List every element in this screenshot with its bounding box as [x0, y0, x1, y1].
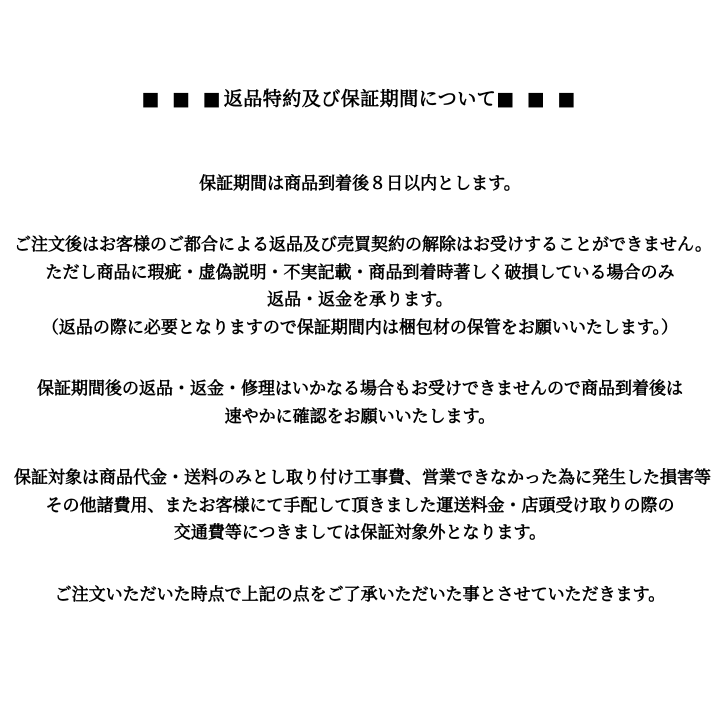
text-line: ご注文いただいた時点で上記の点をご了承いただいた事とさせていただきます。 [54, 584, 666, 605]
section-warranty-period [14, 171, 706, 199]
text-line: ただし商品に瑕疵・虚偽説明・不実記載・商品到着時著しく破損している場合のみ [45, 262, 675, 283]
text-line: その他諸費用、またお客様にて手配して頂きました運送料金・店頭受け取りの際の [45, 495, 675, 516]
text-line: 返品・返金を承ります。 [267, 290, 453, 311]
text-line: 保証期間後の返品・返金・修理はいかなる場合もお受けできませんので商品到着後は [37, 379, 683, 400]
text-line: 交通費等につきましては保証対象外となります。 [173, 523, 547, 544]
text-line: ご注文後はお客様のご都合による返品及び売買契約の解除はお受けすることができません。 [14, 235, 713, 256]
decoration-left: ■ ■ ■ [141, 88, 224, 110]
section-agreement [14, 582, 706, 610]
page-title [142, 86, 579, 113]
text-line: 保証期間は商品到着後８日以内とします。 [199, 173, 521, 194]
text-line: （返品の際に必要となりますので保証期間内は梱包材の保管をお願いいたします。） [41, 317, 679, 338]
section-after-warranty [14, 376, 706, 431]
text-line: 速やかに確認をお願いいたします。 [224, 406, 496, 427]
section-coverage-scope [14, 465, 711, 548]
page-title-text: 返品特約及び保証期間について [223, 88, 497, 110]
text-line: 保証対象は商品代金・送料のみとし取り付け工事費、営業できなかった為に発生した損害等 [14, 468, 711, 489]
section-return-policy [14, 232, 713, 342]
decoration-right: ■ ■ ■ [496, 88, 579, 110]
